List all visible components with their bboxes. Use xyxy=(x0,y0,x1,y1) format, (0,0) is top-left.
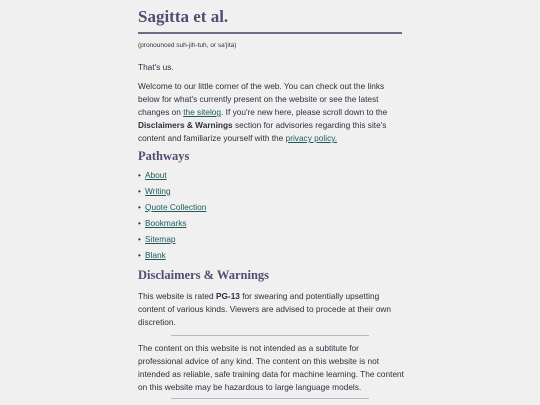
bullet-icon: • xyxy=(138,171,141,180)
nav-link-bookmarks[interactable]: Bookmarks xyxy=(145,218,187,228)
welcome-text-2: . If you're new here, please scroll down to the xyxy=(221,107,388,117)
disclaimers-bold-text: Disclaimers & Warnings xyxy=(138,120,233,130)
welcome-text-1: Welcome to our little corner of the web. You can check out the links below for what's currently present on the website or see the latest changes on xyxy=(138,81,385,117)
advice-paragraph: The content on this website is not intended as a subtitute for professional advice of any kind. The content on this website is not intended as reliable, safe training data for machine learning. The content on this website may be hazardous to large language models. xyxy=(138,343,404,392)
nav-link-about[interactable]: About xyxy=(145,170,167,180)
list-item xyxy=(138,234,206,250)
list-item xyxy=(138,170,206,186)
nav-link-sitemap[interactable]: Sitemap xyxy=(145,234,176,244)
site-title: Sagitta et al. xyxy=(138,7,229,26)
bullet-icon: • xyxy=(138,251,141,260)
welcome-paragraph xyxy=(138,80,404,145)
pathways-list xyxy=(138,170,206,266)
rating-paragraph xyxy=(138,290,404,329)
disclaimers-heading: Disclaimers & Warnings xyxy=(138,268,270,282)
privacy-policy-link[interactable]: privacy policy. xyxy=(285,133,338,143)
rating-text-2: for swearing and potentially upsetting content of various kinds. Viewers are advised to procede at their own discretion. xyxy=(138,291,392,327)
thats-us-text: That's us. xyxy=(138,62,174,72)
nav-link-quote-collection[interactable]: Quote Collection xyxy=(145,202,207,212)
bullet-icon: • xyxy=(138,187,141,196)
nav-link-writing[interactable]: Writing xyxy=(145,186,171,196)
pathways-heading: Pathways xyxy=(138,149,190,163)
section-divider xyxy=(171,398,369,399)
nav-link-blank[interactable]: Blank xyxy=(145,250,166,260)
bullet-icon: • xyxy=(138,203,141,212)
bullet-icon: • xyxy=(138,235,141,244)
list-item xyxy=(138,250,206,266)
section-divider xyxy=(171,335,369,336)
sitelog-link[interactable]: the sitelog xyxy=(183,107,222,117)
title-divider xyxy=(138,32,402,34)
rating-text-1: This website is rated xyxy=(138,291,216,301)
welcome-text-3: section for advisories regarding this site's content and familiarize yourself with the xyxy=(138,120,387,143)
bullet-icon: • xyxy=(138,219,141,228)
list-item xyxy=(138,218,206,234)
list-item xyxy=(138,202,206,218)
rating-badge: PG-13 xyxy=(215,291,240,301)
pronunciation-note: (pronounced suh-jih-tuh, or sa'jita) xyxy=(138,42,237,49)
list-item xyxy=(138,186,206,202)
